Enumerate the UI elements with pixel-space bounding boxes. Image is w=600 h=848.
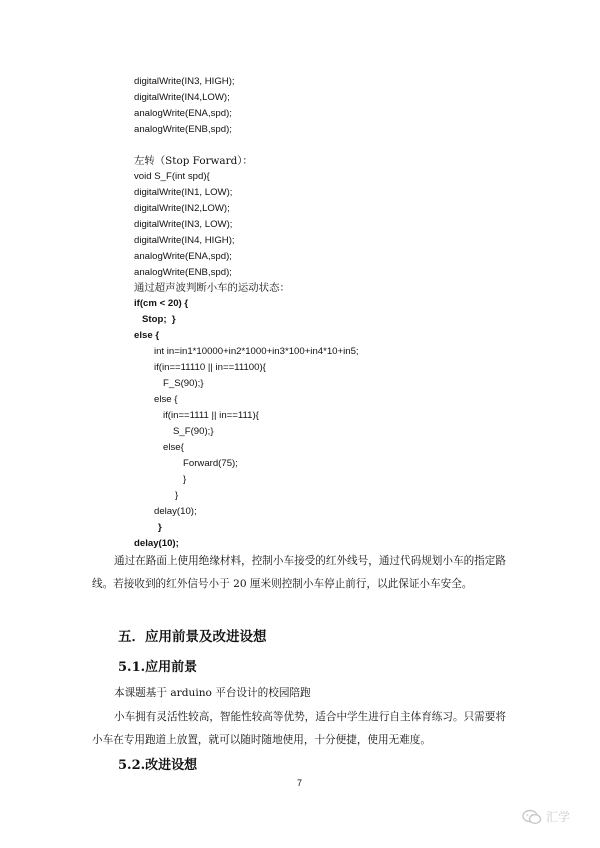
code-line: else{ — [163, 442, 184, 453]
ultrasonic-caption: 通过超声波判断小车的运动状态： — [134, 282, 290, 294]
watermark — [522, 808, 570, 825]
body-paragraph-line: 小车拥有灵活性较高，智能性较高等优势，适合中学生进行自主体育练习。只需要将 — [114, 711, 506, 723]
body-paragraph-line: 本课题基于 arduino 平台设计的校园陪跑 — [114, 687, 311, 699]
code-line: if(cm < 20) { — [134, 298, 189, 309]
code-line: analogWrite(ENB,spd); — [134, 124, 232, 135]
code-line: } — [175, 490, 179, 501]
code-line: else { — [134, 330, 160, 341]
code-line: void S_F(int spd){ — [134, 171, 210, 182]
code-line: digitalWrite(IN1, LOW); — [134, 187, 233, 198]
code-line: digitalWrite(IN3, HIGH); — [134, 76, 235, 87]
code-line: digitalWrite(IN4, HIGH); — [134, 235, 235, 246]
code-line: analogWrite(ENB,spd); — [134, 267, 232, 278]
code-line: Forward(75); — [183, 458, 238, 469]
code-line: if(in==1111 || in==111){ — [163, 410, 259, 421]
subsection-heading: 5.2.改进设想 — [118, 758, 198, 773]
code-line: } — [183, 474, 187, 485]
code-line: else { — [154, 394, 178, 405]
section-heading: 五．应用前景及改进设想 — [118, 629, 267, 645]
code-line: delay(10); — [154, 506, 197, 517]
code-line: } — [158, 522, 162, 533]
code-line: int in=in1*10000+in2*1000+in3*100+in4*10+in5; — [154, 346, 359, 357]
left-turn-heading: 左转（Stop Forward）： — [134, 155, 253, 167]
body-paragraph-line: 线。若接收到的红外信号小于 20 厘米则控制小车停止前行，以此保证小车安全。 — [92, 578, 473, 590]
subsection-heading: 5.1.应用前景 — [118, 660, 198, 675]
code-line: digitalWrite(IN4,LOW); — [134, 92, 230, 103]
body-paragraph-line: 通过在路面上使用绝缘材料，控制小车接受的红外线号，通过代码规划小车的指定路 — [114, 555, 506, 567]
code-line: if(in==11110 || in==11100){ — [154, 362, 266, 373]
code-line: digitalWrite(IN2,LOW); — [134, 203, 230, 214]
code-line: S_F(90);} — [173, 426, 214, 437]
code-line: Stop; } — [142, 314, 176, 325]
code-line: digitalWrite(IN3, LOW); — [134, 219, 233, 230]
watermark-text: 汇学 — [546, 810, 571, 824]
code-line: analogWrite(ENA,spd); — [134, 108, 232, 119]
page-number: 7 — [297, 778, 303, 788]
chat-bubble-icon — [522, 809, 542, 825]
code-line: delay(10); — [134, 538, 179, 549]
code-line: F_S(90);} — [163, 378, 204, 389]
code-line: analogWrite(ENA,spd); — [134, 251, 232, 262]
body-paragraph-line: 小车在专用跑道上放置，就可以随时随地使用，十分便捷，使用无难度。 — [92, 734, 431, 746]
